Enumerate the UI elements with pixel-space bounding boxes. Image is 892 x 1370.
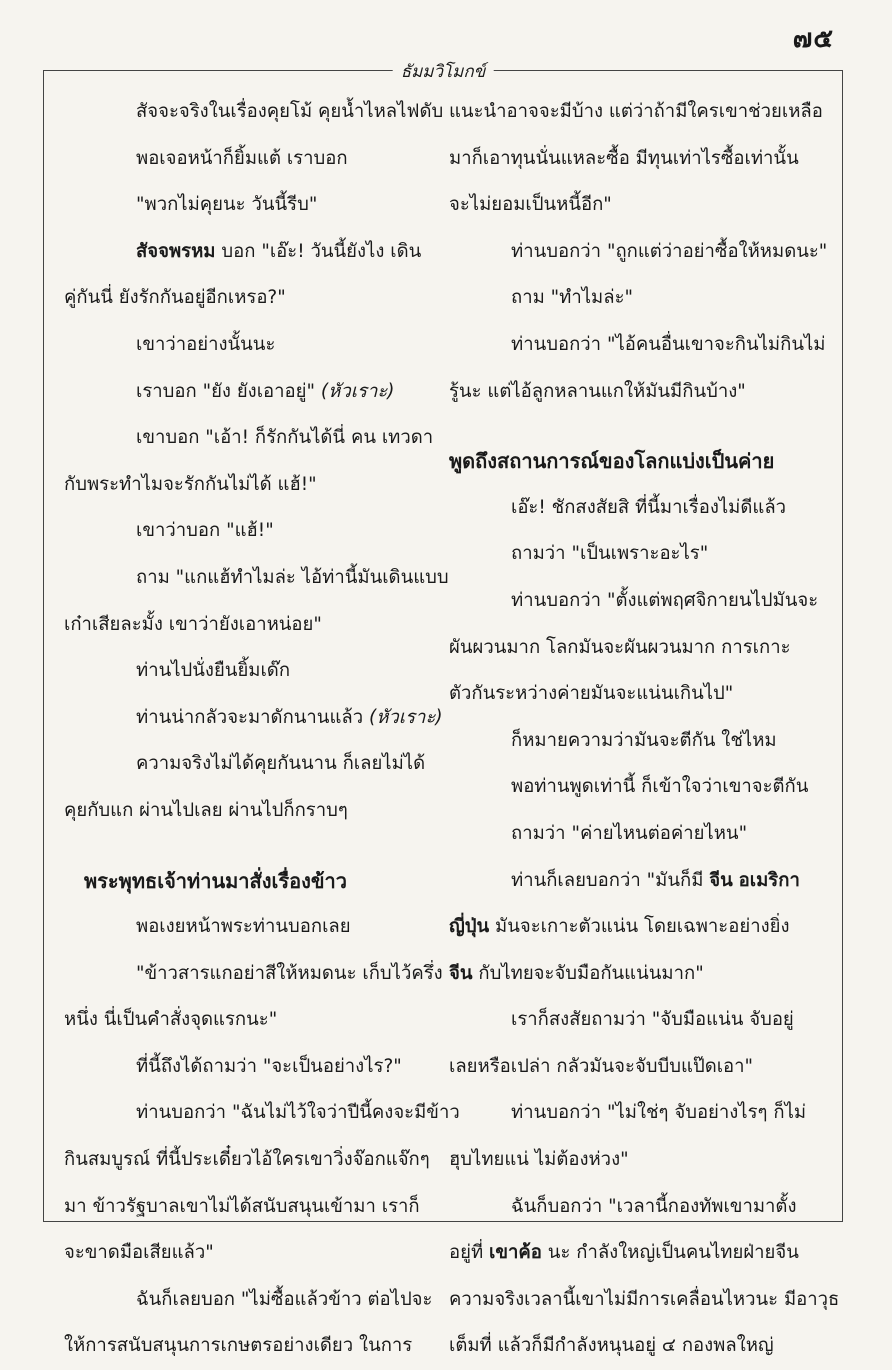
paragraph-line: กับพระทำไมจะรักกันไม่ได้ แฮ้!" — [64, 473, 317, 495]
paragraph-line: เขาว่าอย่างนั้นนะ — [136, 333, 276, 355]
paragraph-line: เอ๊ะ! ชักสงสัยสิ ที่นี้มาเรื่องไม่ดีแล้ว — [511, 496, 787, 518]
paragraph-line: ท่านบอกว่า "ตั้งแต่พฤศจิกายนไปมันจะ — [511, 589, 819, 611]
paragraph-line: ท่านน่ากลัวจะมาดักนานแล้ว (หัวเราะ) — [136, 706, 443, 728]
paragraph-line: "พวกไม่คุยนะ วันนี้รีบ" — [136, 194, 318, 216]
paragraph-line: ถามว่า "เป็นเพราะอะไร" — [511, 543, 709, 565]
section-heading: พระพุทธเจ้าท่านมาสั่งเรื่องข้าว — [84, 868, 347, 893]
paragraph-line: "ข้าวสารแกอย่าสีให้หมดนะ เก็บไว้ครึ่ง — [136, 962, 443, 984]
paragraph-line: พอท่านพูดเท่านี้ ก็เข้าใจว่าเขาจะตีกัน — [511, 776, 809, 798]
paragraph-line: ญี่ปุ่น มันจะเกาะตัวแน่น โดยเฉพาะอย่างยิ่ง — [449, 916, 790, 938]
paragraph-line: ที่นี้ถึงได้ถามว่า "จะเป็นอย่างไร?" — [136, 1055, 402, 1077]
paragraph-line: มาก็เอาทุนนั่นแหละซื้อ มีทุนเท่าไรซื้อเท่านั้น — [449, 147, 799, 169]
paragraph-line: ฉันก็บอกว่า "เวลานี้กองทัพเขามาตั้ง — [511, 1195, 797, 1217]
paragraph-line: เก๋าเสียละมั้ง เขาว่ายังเอาหน่อย" — [64, 613, 322, 635]
text-frame — [43, 62, 843, 1357]
paragraph-line: ตัวกันระหว่างค่ายมันจะแน่นเกินไป" — [449, 683, 734, 705]
paragraph-line: ท่านบอกว่า "ฉันไม่ไว้ใจว่าปีนี้คงจะมีข้าว — [136, 1102, 460, 1124]
paragraph-line: ความจริงไม่ได้คุยกันนาน ก็เลยไม่ได้ — [136, 753, 426, 775]
paragraph-line: ฉันก็เลยบอก "ไม่ซื้อแล้วข้าว ต่อไปจะ — [136, 1288, 433, 1310]
running-header: ธัมมวิโมกข์ — [393, 58, 494, 85]
paragraph-line: จะขาดมือเสียแล้ว" — [64, 1242, 214, 1264]
bold-name: สัจจพรหม — [136, 240, 216, 262]
paragraph-line: ความจริงเวลานี้เขาไม่มีการเคลื่อนไหวนะ มีอาวุธ — [449, 1288, 840, 1310]
paragraph-line: เต็มที่ แล้วก็มีกำลังหนุนอยู่ ๔ กองพลใหญ่ — [449, 1335, 774, 1357]
paragraph-line: ก็หมายความว่ามันจะตีกัน ใช่ไหม — [511, 729, 777, 751]
paragraph-line: ท่านบอกว่า "ถูกแต่ว่าอย่าซื้อให้หมดนะ" — [511, 240, 828, 262]
paragraph-line: รู้นะ แต่ไอ้ลูกหลานแกให้มันมีกินบ้าง" — [449, 380, 746, 402]
left-column — [64, 89, 460, 1370]
paragraph-line: กินสมบูรณ์ ที่นี้ประเดี๋ยวไอ้ใครเขาวิ่งจ๊อกแจ๊กๆ — [64, 1149, 430, 1171]
paragraph-line: แนะนำอาจจะมีบ้าง แต่ว่าถ้ามีใครเขาช่วยเหลือ — [449, 101, 823, 122]
paragraph-line: ฮุบไทยแน่ ไม่ต้องห่วง" — [449, 1149, 629, 1171]
paragraph-line: จีน กับไทยจะจับมือกันแน่นมาก" — [449, 962, 704, 984]
paragraph-line: สัจจะจริงในเรื่องคุยโม้ คุยน้ำไหลไฟดับ — [136, 101, 444, 122]
paragraph-line: ท่านก็เลยบอกว่า "มันก็มี จีน อเมริกา — [511, 869, 800, 891]
paragraph-line: พอเงยหน้าพระท่านบอกเลย — [136, 916, 351, 938]
paragraph-line: เลยหรือเปล่า กลัวมันจะจับบีบแป๊ดเอา" — [449, 1055, 754, 1077]
section-heading: พูดถึงสถานการณ์ของโลกแบ่งเป็นค่าย — [449, 449, 775, 474]
paragraph-line: เขาว่าบอก "แฮ้!" — [136, 520, 274, 542]
paragraph-line: ผันผวนมาก โลกมันจะผันผวนมาก การเกาะ — [449, 636, 791, 658]
paragraph-line: ถามว่า "ค่ายไหนต่อค่ายไหน" — [511, 822, 748, 844]
paragraph-line: ถาม "ทำไมล่ะ" — [511, 287, 634, 309]
paragraph-line: คุยกับแก ผ่านไปเลย ผ่านไปก็กราบๆ — [64, 799, 348, 821]
paragraph-line: พอเจอหน้าก็ยิ้มแต้ เราบอก — [136, 147, 348, 169]
paragraph-line: เราบอก "ยัง ยังเอาอยู่" (หัวเราะ) — [136, 380, 395, 402]
paragraph-line: สัจจพรหม บอก "เอ๊ะ! วันนี้ยังไง เดิน — [136, 240, 422, 262]
page-number: ๗๕ — [792, 24, 834, 54]
paragraph-line: หนึ่ง นี่เป็นคำสั่งจุดแรกนะ" — [64, 1009, 278, 1031]
right-column — [449, 89, 840, 1370]
paragraph-line: มา ข้าวรัฐบาลเขาไม่ได้สนับสนุนเข้ามา เราก็ — [64, 1195, 420, 1217]
paragraph-line: เขาบอก "เอ้า! ก็รักกันได้นี่ คน เทวดา — [136, 427, 434, 449]
paragraph-line: ท่านไปนั่งยืนยิ้มเด๊ก — [136, 660, 291, 682]
paragraph-line: ท่านบอกว่า "ไม่ใช่ๆ จับอย่างไรๆ ก็ไม่ — [511, 1102, 807, 1124]
paragraph-line: คู่กันนี่ ยังรักกันอยู่อีกเหรอ?" — [64, 287, 286, 309]
paragraph-line: อยู่ที่ เขาค้อ นะ กำลังใหญ่เป็นคนไทยฝ่ายจีน — [449, 1242, 799, 1264]
paragraph-line: ให้การสนับสนุนการเกษตรอย่างเดียว ในการ — [64, 1335, 413, 1357]
paragraph-line: ท่านบอกว่า "ไอ้คนอื่นเขาจะกินไม่กินไม่ — [511, 333, 826, 355]
paragraph-line: เราก็สงสัยถามว่า "จับมือแน่น จับอยู่ — [511, 1009, 794, 1031]
paragraph-line: จะไม่ยอมเป็นหนี้อีก" — [449, 194, 612, 216]
paragraph-line: ถาม "แกแฮ้ทำไมล่ะ ไอ้ท่านี้มันเดินแบบ — [136, 566, 449, 588]
